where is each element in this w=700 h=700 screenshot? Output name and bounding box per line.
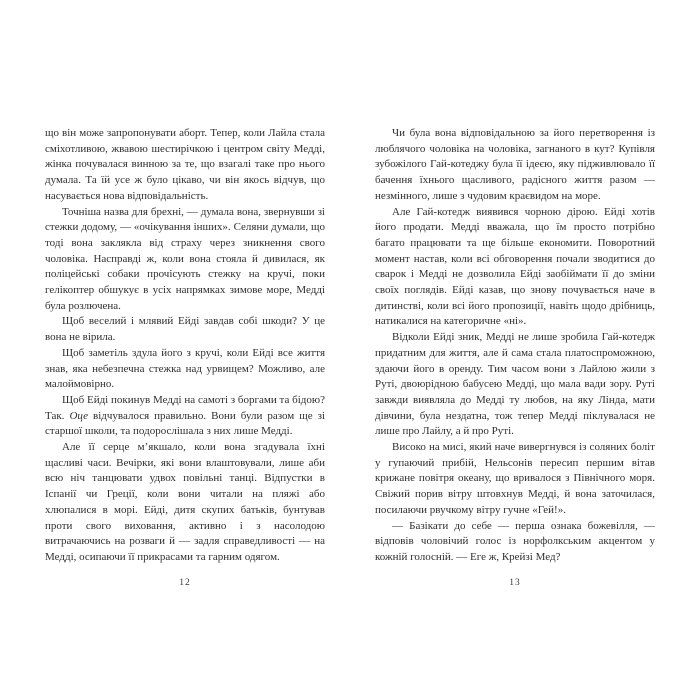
paragraph: Але Гай-котедж виявився чорною дірою. Ейді хотів його продати. Медді вважала, що їм просто потрібно багато працювати та ще більше економити. Поворотний момент настав, коли всі обговорення почали зводитися до сварок і Медді не дозволила Ейді заобіймати її до зміни своїх поглядів. Ейді казав, що знову почувається наче в дитинстві, коли всі його пропозиції, навіть щодо дрібниць, натикалися на категоричне «ні». xyxy=(375,205,655,328)
page-left xyxy=(45,0,325,700)
paragraph: Щоб веселий і млявий Ейді завдав собі шкоди? У це вона не вірила. xyxy=(45,315,325,344)
paragraph: Точніша назва для брехні, — думала вона, звернувши зі стежки додому, — «очікування інших». Селяни думали, що тоді вона заклякла від страху через зникнення свого чоловіка. Насправді ж, коли вона стояла й дивилася, як поліцейські собаки прочісують стежку на кручі, поки гелікоптер обшукує в усіх напрямках зимове море, Медді була розлючена. xyxy=(45,205,325,312)
text-block xyxy=(375,126,655,566)
text-block xyxy=(45,126,325,566)
paragraph: Щоб Ейді покинув Медді на самоті з боргами та бідою? Так. Оце відчувалося правильно. Вони були разом ще зі старшої школи, та подорослішала з них лише Медді. xyxy=(45,393,326,438)
paragraph: — Базікати до себе — перша ознака божевілля, — відповів чоловічий голос із норфолкським акцентом у кожній голосній. — Еге ж, Крейзі Мед? xyxy=(375,519,655,563)
paragraph: Чи була вона відповідальною за його перетворення із люблячого чоловіка на чоловіка, загнаного в кут? Купівля зубожілого Гай-котеджу була її ідеєю, яку підживлювало її бачення їхнього щасливого, радісного життя разом — незмінного, лише з чудовим краєвидом на море. xyxy=(375,127,655,202)
paragraph: Але її серце м’якшало, коли вона згадувала їхні щасливі часи. Вечірки, які вони влаштовували, лише аби всю ніч танцювати удвох повільні танці. Відпустки в Іспанії чи Греції, коли вони читали на пляжі або хлюпалися в морі. Ейді, дитя скупих батьків, бунтував проти свого виховання, активно і з насолодою витрачаючись на розваги й — задля справедливості — на Медді, осипаючи її прикрасами та гарним одягом. xyxy=(45,441,325,563)
paragraph: Відколи Ейді зник, Медді не лише зробила Гай-котедж придатним для життя, але й сама стала платоспроможною, здаючи його в оренду. Тим часом вони з Лайлою жили з Руті, двоюрідною бабусею Медді, що мала вади зору. Руті завжди виявляла до Медді ту любов, на яку Лінда, мати дівчини, була нездатна, тож тепер Медді піклувалася не лише про Лайлу, а й про Руті. xyxy=(375,331,655,438)
paragraph: Щоб заметіль здула його з кручі, коли Ейді все життя знав, яка небезпечна стежка над урвищем? Можливо, але малоймовірно. xyxy=(45,346,325,391)
paragraph: що він може запропонувати аборт. Тепер, коли Лайла стала сміхотливою, жвавою шестирічкою і центром світу Медді, жінка почувалася винною за те, що взагалі таке про нього думала. Та їй усе ж було цікаво, чи він якось відчув, що насувається нова відповідальність. xyxy=(45,127,325,202)
paragraph: Високо на мисі, який наче вивергнувся із соляних боліт у гупаючий прибій, Нельсонів пересип першим вітав крижане повітря океану, що вривалося з Північного моря. Свіжий порив вітру штовхнув Медді, й вона заточилася, посилаючи рвучкому вітру гучне «Гей!». xyxy=(375,441,655,516)
page-right xyxy=(375,0,655,700)
page-number-left: 12 xyxy=(179,578,191,588)
page-number-right: 13 xyxy=(509,578,521,588)
